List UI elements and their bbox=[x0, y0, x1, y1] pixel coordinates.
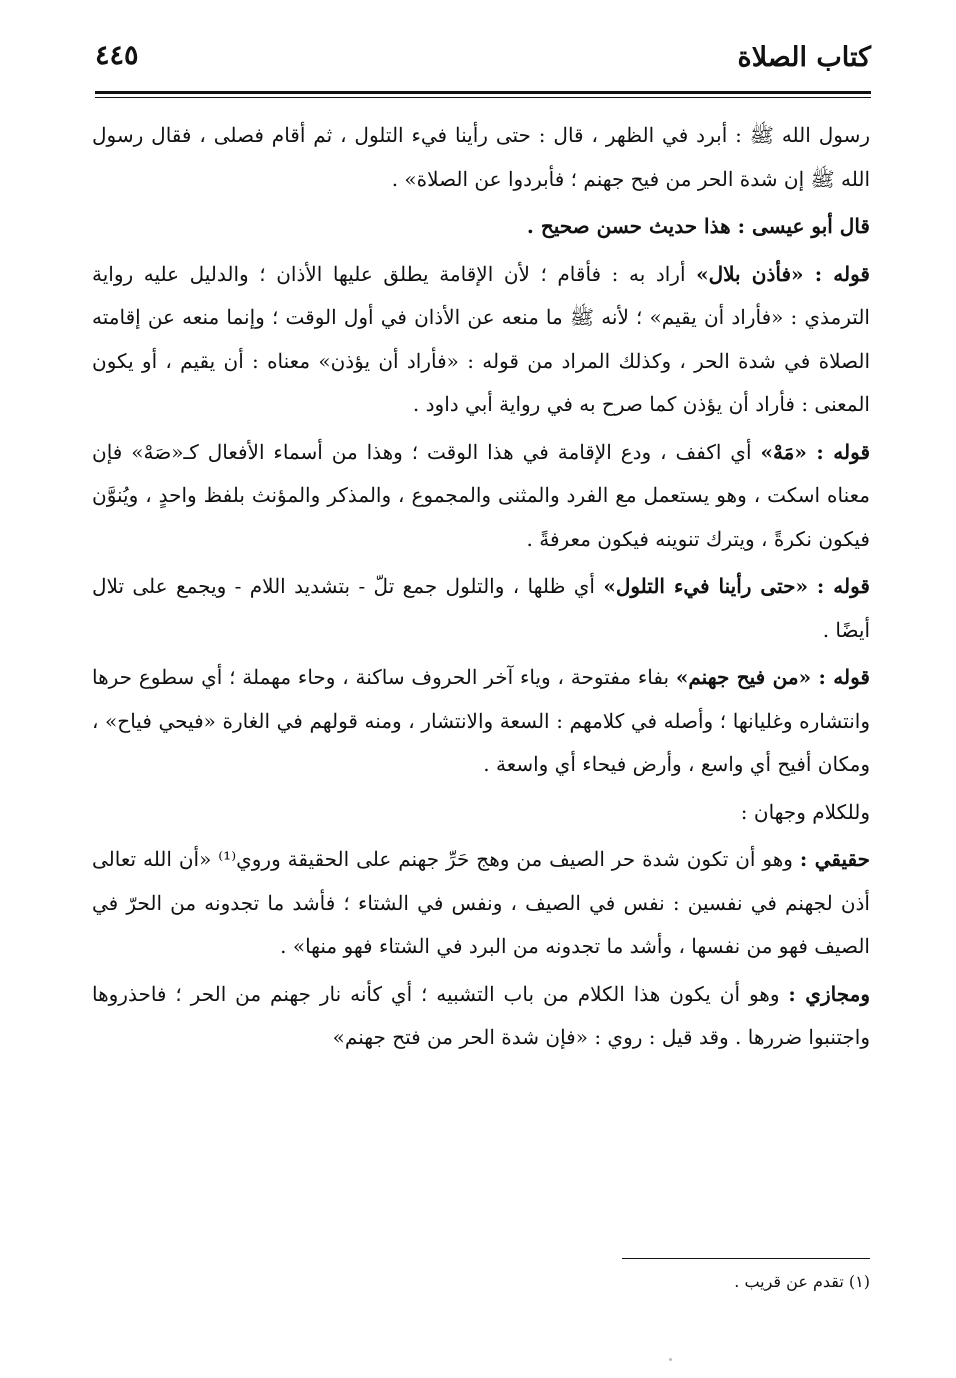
main-text bbox=[92, 114, 870, 1064]
paragraph-lead: حقيقي : bbox=[799, 847, 870, 871]
page-number: ٤٤٥ bbox=[95, 40, 139, 71]
paragraph-adhan-bilal bbox=[92, 253, 870, 427]
paragraph-lead: قوله : «مَهْ» bbox=[760, 439, 870, 464]
running-title: كتاب الصلاة bbox=[737, 42, 871, 73]
paragraph-fayh bbox=[92, 656, 870, 787]
paragraph-text: وهو أن تكون شدة حر الصيف من وهج حَرِّ جهنم على الحقيقة وروي⁽¹⁾ «أن الله تعالى أذن لجهنم في نفسين : نفس في الصيف ، ونفس في الشتاء ؛ فأشد ما تجدونه من الحرّ في الصيف فهو من نفسها ، وأشد ما تجدونه من البرد في الشتاء فهو منها» . bbox=[92, 847, 870, 958]
footnote: (١) تقدم عن قريب . bbox=[734, 1272, 870, 1291]
paragraph-mah bbox=[92, 431, 870, 562]
paragraph-lead: قوله : «من فيح جهنم» bbox=[675, 665, 870, 689]
paragraph-literal bbox=[92, 838, 870, 969]
scan-speck bbox=[669, 1358, 672, 1361]
header-rule-thick bbox=[95, 91, 871, 94]
paragraph-text: وللكلام وجهان : bbox=[740, 799, 870, 824]
paragraph-tulul bbox=[92, 565, 870, 652]
paragraph-grading bbox=[92, 205, 870, 249]
paragraph-lead: ومجازي : bbox=[788, 981, 870, 1006]
paragraph-lead: قوله : «حتى رأينا فيء التلول» bbox=[603, 574, 870, 598]
paragraph-lead: قوله : «فأذن بلال» bbox=[696, 261, 870, 286]
paragraph-text: أي اكفف ، ودع الإقامة في هذا الوقت ؛ وهذا من أسماء الأفعال كـ«صَهْ» فإن معناه اسكت ، وهو يستعمل مع الفرد والمثنى والمجموع ، والمذكر والمؤنث بلفظ واحدٍ ، ويُنوَّن فيكون نكرةً ، ويترك تنوينه فيكون معرفةً . bbox=[92, 439, 870, 551]
paragraph-text: أي ظلها ، والتلول جمع تلّ - بتشديد اللام - ويجمع على تلال أيضًا . bbox=[92, 574, 870, 642]
page-header bbox=[95, 38, 871, 90]
paragraph-figurative bbox=[92, 973, 870, 1060]
paragraph-text: أراد به : فأقام ؛ لأن الإقامة يطلق عليها الأذان ؛ والدليل عليه رواية الترمذي : «فأراد أن يقيم» ؛ لأنه ﷺ ما منعه عن الأذان في أول الوقت ؛ وإنما منعه عن إقامته الصلاة في شدة الحر ، وكذلك المراد من قوله : «فأراد أن يؤذن» معناه : أن يقيم ، أو يكون المعنى : فأراد أن يؤذن كما صرح به في رواية أبي داود . bbox=[92, 261, 870, 416]
paragraph-text: رسول الله ﷺ : أبرد في الظهر ، قال : حتى رأينا فيء التلول ، ثم أقام فصلى ، فقال رسول الله ﷺ إن شدة الحر من فيح جهنم ؛ فأبردوا عن الصلاة» . bbox=[92, 123, 870, 191]
header-rule-thin bbox=[95, 97, 871, 98]
paragraph-text: بفاء مفتوحة ، وياء آخر الحروف ساكنة ، وحاء مهملة ؛ أي سطوع حرها وانتشاره وغليانها ؛ وأصله في كلامهم : السعة والانتشار ، ومنه قولهم في الغارة «فيحي فياح» ، ومكان أفيح أي واسع ، وأرض فيحاء أي واسعة . bbox=[92, 665, 870, 776]
paragraph-lead: قال أبو عيسى : هذا حديث حسن صحيح . bbox=[526, 214, 870, 238]
paragraph-hadith-end bbox=[92, 114, 870, 201]
paragraph-two-aspects bbox=[92, 791, 870, 835]
footnote-separator bbox=[622, 1258, 870, 1259]
paragraph-text: وهو أن يكون هذا الكلام من باب التشبيه ؛ أي كأنه نار جهنم من الحر ؛ فاحذروها واجتنبوا ضررها . وقد قيل : روي : «فإن شدة الحر من فتح جهنم» bbox=[92, 981, 870, 1049]
